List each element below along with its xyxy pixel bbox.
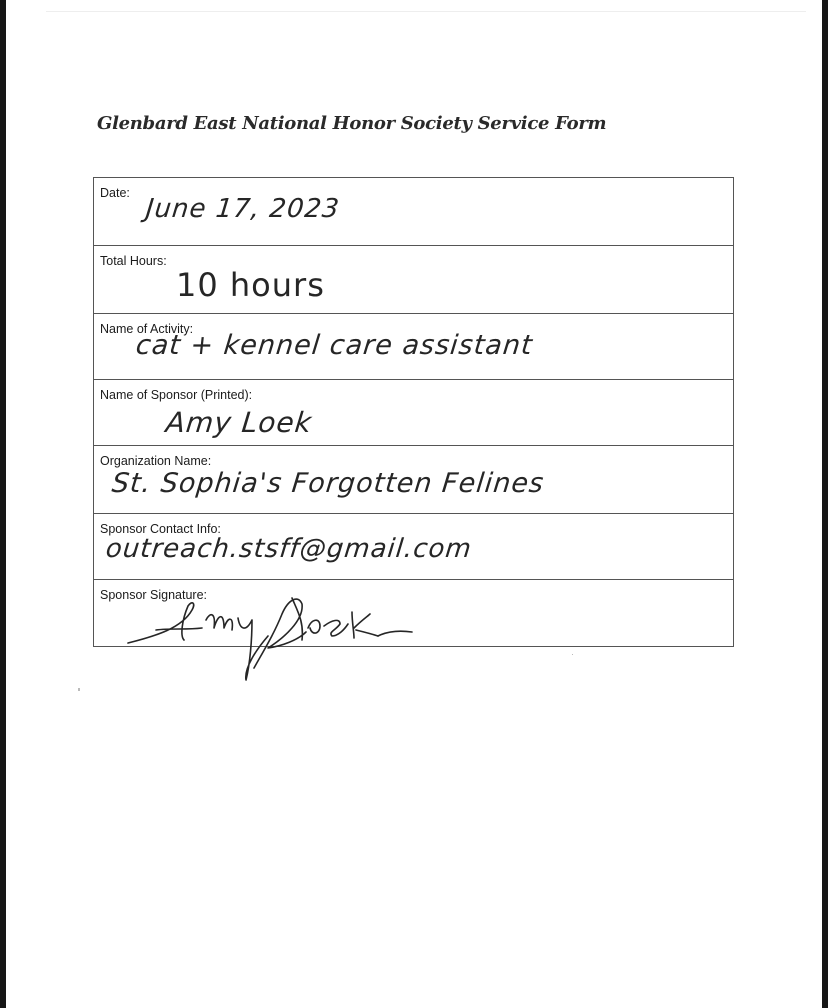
form-title: Glenbard East National Honor Society Service Form: [97, 113, 607, 134]
total-hours-value: 10 hours: [176, 266, 325, 304]
signature-label: Sponsor Signature:: [100, 588, 208, 602]
date-value: June 17, 2023: [144, 194, 342, 224]
contact-value: outreach.stsff@gmail.com: [104, 534, 474, 564]
organization-label: Organization Name:: [100, 454, 212, 468]
activity-label: Name of Activity:: [100, 322, 194, 336]
contact-label: Sponsor Contact Info:: [100, 522, 221, 536]
organization-value: St. Sophia's Forgotten Felines: [110, 468, 546, 499]
handwritten-signature: [6, 0, 822, 1008]
date-label: Date:: [100, 186, 130, 200]
sponsor-name-label: Name of Sponsor (Printed):: [100, 388, 253, 402]
scan-speck: [78, 688, 80, 691]
sponsor-name-value: Amy Loek: [164, 406, 314, 439]
scan-border-right: [822, 0, 828, 1008]
total-hours-label: Total Hours:: [100, 254, 167, 268]
activity-value: cat + kennel care assistant: [134, 330, 535, 361]
scan-speck: [572, 654, 573, 655]
scanned-page: [6, 0, 822, 1008]
